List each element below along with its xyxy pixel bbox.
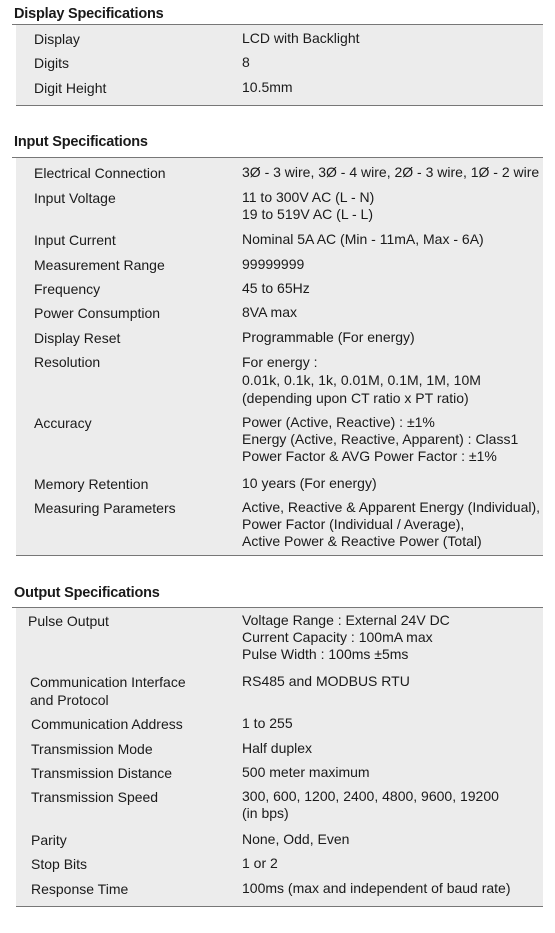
table-row xyxy=(34,54,543,79)
row-value: 1 to 255 xyxy=(242,715,293,731)
table-row xyxy=(34,30,543,54)
table-row xyxy=(34,475,543,499)
section-title: Output Specifications xyxy=(14,585,160,601)
table-row xyxy=(34,329,543,353)
row-label: Parity xyxy=(31,832,67,848)
table-row xyxy=(34,304,543,329)
display-specifications-section xyxy=(0,0,555,106)
spec-table xyxy=(16,608,543,906)
table-bottom-rule xyxy=(16,906,543,907)
row-label: Frequency xyxy=(34,281,101,297)
row-label: Display Reset xyxy=(34,330,121,346)
row-label: Communication Interface and Protocol xyxy=(30,674,186,708)
spec-table xyxy=(16,158,543,555)
row-value: Programmable (For energy) xyxy=(242,329,415,345)
row-label: Resolution xyxy=(34,354,101,370)
table-row xyxy=(34,231,543,256)
table-row xyxy=(34,189,543,231)
row-value: 11 to 300V AC (L - N) 19 to 519V AC (L - L) xyxy=(242,189,375,222)
row-value: 500 meter maximum xyxy=(242,764,370,780)
row-label: Transmission Distance xyxy=(31,765,173,781)
input-specifications-section xyxy=(0,134,555,556)
table-row xyxy=(28,740,543,764)
table-row xyxy=(28,788,543,831)
row-value: 99999999 xyxy=(242,256,305,272)
section-title: Input Specifications xyxy=(14,134,148,150)
row-value: 10 years (For energy) xyxy=(242,475,377,491)
table-row xyxy=(28,673,543,715)
spec-table xyxy=(16,25,543,105)
row-value: 3Ø - 3 wire, 3Ø - 4 wire, 2Ø - 3 wire, 1Ø - 2 wire xyxy=(242,164,540,180)
table-row xyxy=(34,280,543,304)
row-label: Input Current xyxy=(34,232,116,248)
table-row xyxy=(28,880,543,902)
row-label: Transmission Mode xyxy=(31,741,153,757)
row-label: Transmission Speed xyxy=(31,789,159,805)
table-row xyxy=(28,612,543,673)
row-label: Digit Height xyxy=(34,80,107,96)
row-value: 100ms (max and independent of baud rate) xyxy=(242,880,511,896)
table-row xyxy=(34,353,543,414)
row-value: Active, Reactive & Apparent Energy (Individual), Power Factor (Individual / Average), Active Power & Reactive Power (Total) xyxy=(242,499,541,549)
row-value: 10.5mm xyxy=(242,79,293,95)
table-row xyxy=(28,831,543,855)
row-value: 8 xyxy=(242,54,250,70)
row-value: LCD with Backlight xyxy=(242,30,360,46)
row-value: Voltage Range : External 24V DC Current Capacity : 100mA max Pulse Width : 100ms ±5ms xyxy=(242,612,450,662)
row-label: Memory Retention xyxy=(34,476,149,492)
table-row xyxy=(34,414,543,475)
table-row xyxy=(34,499,543,551)
row-label: Response Time xyxy=(31,881,129,897)
table-bottom-rule xyxy=(16,555,543,556)
row-value: Half duplex xyxy=(242,740,313,756)
table-row xyxy=(34,164,543,189)
row-value: 300, 600, 1200, 2400, 4800, 9600, 19200 (in bps) xyxy=(242,788,499,821)
table-row xyxy=(28,715,543,740)
row-label: Measurement Range xyxy=(34,257,165,273)
row-label: Accuracy xyxy=(34,415,92,431)
table-row xyxy=(34,256,543,280)
row-label: Communication Address xyxy=(31,716,183,732)
row-label: Display xyxy=(34,31,80,47)
row-label: Stop Bits xyxy=(31,856,88,872)
row-value: Power (Active, Reactive) : ±1% Energy (Active, Reactive, Apparent) : Class1 Power Factor & AVG Power Factor : ±1% xyxy=(242,414,519,464)
table-row xyxy=(28,764,543,788)
row-value: Nominal 5A AC (Min - 11mA, Max - 6A) xyxy=(242,231,484,247)
row-label: Power Consumption xyxy=(34,305,161,321)
row-value: None, Odd, Even xyxy=(242,831,350,847)
row-value: 8VA max xyxy=(242,304,297,320)
table-row xyxy=(34,79,543,99)
output-specifications-section xyxy=(0,585,555,907)
row-label: Pulse Output xyxy=(28,613,109,629)
row-label: Digits xyxy=(34,55,70,71)
section-title: Display Specifications xyxy=(14,6,164,22)
row-value: For energy : 0.01k, 0.1k, 1k, 0.01M, 0.1M, 1M, 10M (depending upon CT ratio x PT ratio) xyxy=(242,354,481,406)
row-label: Input Voltage xyxy=(34,190,116,206)
table-bottom-rule xyxy=(16,105,543,106)
row-label: Electrical Connection xyxy=(34,165,166,181)
row-label: Measuring Parameters xyxy=(34,500,176,516)
row-value: 1 or 2 xyxy=(242,855,278,871)
row-value: RS485 and MODBUS RTU xyxy=(242,673,410,689)
table-row xyxy=(28,855,543,880)
row-value: 45 to 65Hz xyxy=(242,280,310,296)
